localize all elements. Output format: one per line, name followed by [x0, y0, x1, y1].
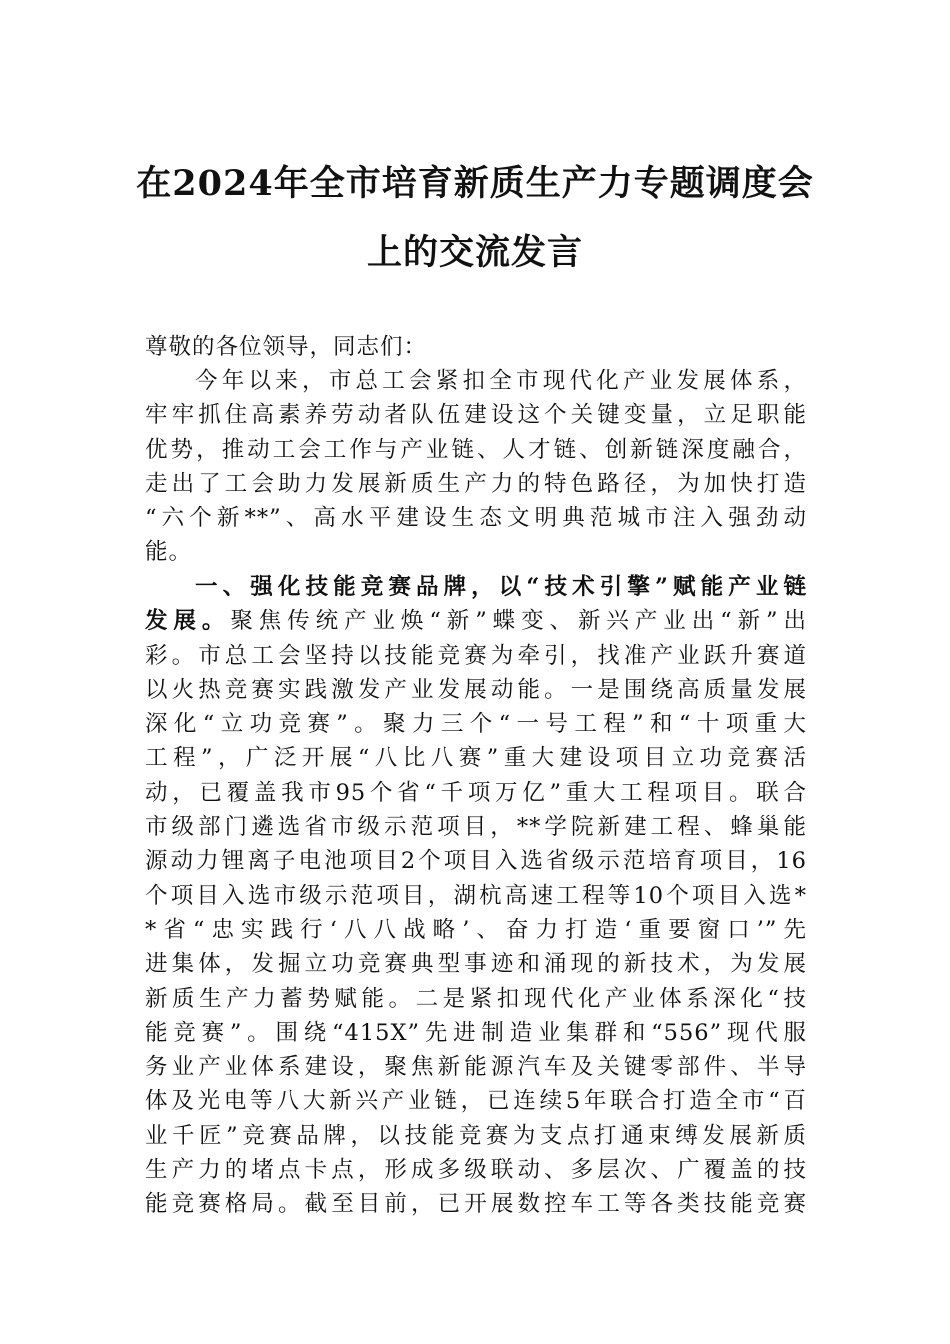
paragraph-line: 牢牢抓住高素养劳动者队伍建设这个关键变量，立足职能: [145, 402, 807, 429]
paragraph-line: 深化“立功竞赛”。聚力三个“一号工程”和“十项重大: [145, 711, 807, 738]
section-heading-continuation: [145, 604, 807, 638]
section-text: 聚焦传统产业焕“新”蝶变、新兴产业出“新”出: [230, 608, 807, 635]
paragraph-line: 生产力的堵点卡点，形成多级联动、多层次、广覆盖的技: [145, 1157, 807, 1184]
section-heading: 一、强化技能竞赛品牌，以“技术引擎”赋能产业链: [195, 574, 807, 600]
paragraph-line: 个项目入选市级示范项目，湖杭高速工程等10个项目入选*: [145, 882, 807, 909]
paragraph-intro: [145, 364, 807, 570]
paragraph-line: 体及光电等八大新兴产业链，已连续5年联合打造全市“百: [145, 1088, 807, 1115]
paragraph-line: 源动力锂离子电池项目2个项目入选省级示范培育项目，16: [145, 848, 807, 875]
paragraph-line: *省“忠实践行‘八八战略’、奋力打造‘重要窗口’”先: [145, 916, 807, 943]
paragraph-line: 走出了工会助力发展新质生产力的特色路径，为加快打造: [145, 470, 807, 497]
paragraph-line: 能。: [145, 539, 193, 566]
paragraph-line: 彩。市总工会坚持以技能竞赛为牵引，找准产业跃升赛道: [145, 642, 807, 669]
paragraph-line: 以火热竞赛实践激发产业发展动能。一是围绕高质量发展: [145, 676, 807, 703]
paragraph-line: 优势，推动工会工作与产业链、人才链、创新链深度融合，: [145, 436, 807, 463]
paragraph-line: 市级部门遴选省市级示范项目，**学院新建工程、蜂巢能: [145, 814, 807, 841]
paragraph-line: 务业产业体系建设，聚焦新能源汽车及关键零部件、半导: [145, 1054, 807, 1081]
paragraph-line: 工程”，广泛开展“八比八赛”重大建设项目立功竞赛活: [145, 745, 807, 772]
document-title-line-1: 在2024年全市培育新质生产力专题调度会: [136, 163, 814, 204]
salutation: 尊敬的各位领导，同志们：: [145, 334, 428, 360]
paragraph-line: 业千匠”竞赛品牌，以技能竞赛为支点打通束缚发展新质: [145, 1122, 807, 1149]
paragraph-line: 进集体，发掘立功竞赛典型事迹和涌现的新技术，为发展: [145, 951, 807, 978]
paragraph-line: 新质生产力蓄势赋能。二是紧扣现代化产业体系深化“技: [145, 985, 807, 1012]
paragraph-line: 能竞赛”。围绕“415X”先进制造业集群和“556”现代服: [145, 1019, 807, 1046]
document-title-line-2: 上的交流发言: [366, 232, 583, 273]
paragraph-line: 动，已覆盖我市95个省“千项万亿”重大工程项目。联合: [145, 779, 807, 806]
paragraph-line: 今年以来，市总工会紧扣全市现代化产业发展体系，: [195, 368, 807, 394]
section-heading-end: 发展。: [145, 608, 231, 635]
paragraph-line: 能竞赛格局。截至目前，已开展数控车工等各类技能竞赛: [145, 1191, 807, 1218]
paragraph-line: “六个新**”、高水平建设生态文明典范城市注入强劲动: [145, 505, 807, 532]
section-1: [145, 570, 807, 1222]
